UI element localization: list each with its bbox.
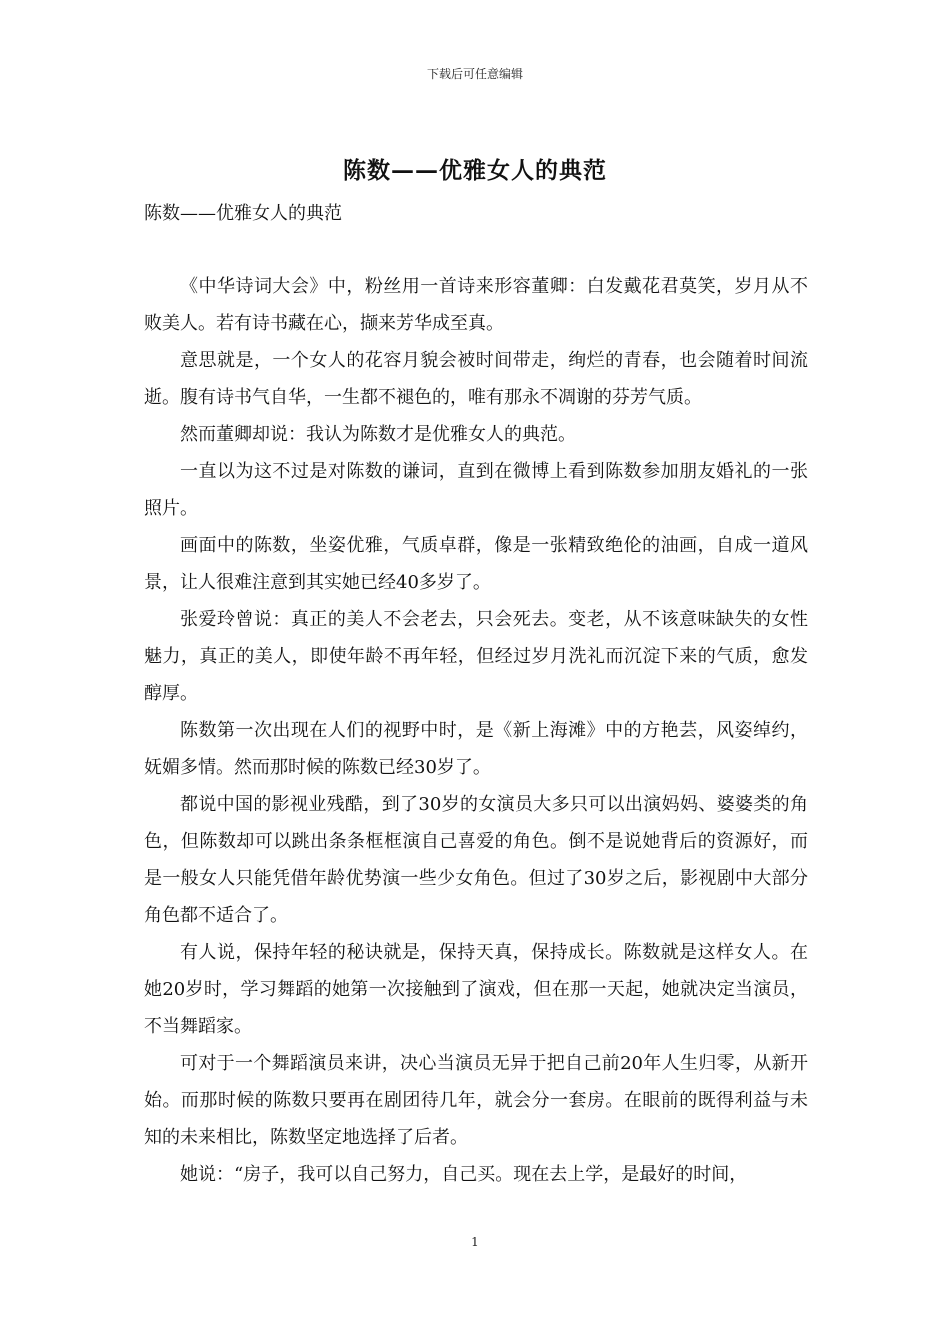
page-number: 1 bbox=[471, 1235, 479, 1249]
paragraph: 都说中国的影视业残酷，到了30岁的女演员大多只可以出演妈妈、婆婆类的角色，但陈数却可以跳出条条框框演自己喜爱的角色。倒不是说她背后的资源好，而是一般女人只能凭借年龄优势演一些少女角色。但过了30岁之后，影视剧中大部分角色都不适合了。 bbox=[144, 794, 808, 926]
paragraph: 张爱玲曾说：真正的美人不会老去，只会死去。变老，从不该意味缺失的女性魅力，真正的美人，即使年龄不再年轻，但经过岁月洗礼而沉淀下来的气质，愈发醇厚。 bbox=[144, 609, 808, 704]
paragraph: 然而董卿却说：我认为陈数才是优雅女人的典范。 bbox=[180, 424, 576, 445]
paragraph: 她说：“房子，我可以自己努力，自己买。现在去上学，是最好的时间， bbox=[180, 1164, 748, 1185]
paragraph: 意思就是，一个女人的花容月貌会被时间带走，绚烂的青春，也会随着时间流逝。腹有诗书气自华，一生都不褪色的，唯有那永不凋谢的芬芳气质。 bbox=[144, 350, 808, 408]
document-body bbox=[144, 268, 808, 1193]
paragraph: 陈数第一次出现在人们的视野中时，是《新上海滩》中的方艳芸，风姿绰约，妩媚多情。然而那时候的陈数已经30岁了。 bbox=[144, 720, 808, 778]
page-header: 下载后可任意编辑 bbox=[426, 67, 523, 81]
paragraph: 一直以为这不过是对陈数的谦词，直到在微博上看到陈数参加朋友婚礼的一张照片。 bbox=[144, 461, 808, 519]
paragraph: 《中华诗词大会》中，粉丝用一首诗来形容董卿：白发戴花君莫笑，岁月从不败美人。若有诗书藏在心，撷来芳华成至真。 bbox=[144, 276, 808, 334]
paragraph: 有人说，保持年轻的秘诀就是，保持天真，保持成长。陈数就是这样女人。在她20岁时，学习舞蹈的她第一次接触到了演戏，但在那一天起，她就决定当演员，不当舞蹈家。 bbox=[144, 942, 808, 1037]
paragraph: 可对于一个舞蹈演员来讲，决心当演员无异于把自己前20年人生归零，从新开始。而那时候的陈数只要再在剧团待几年，就会分一套房。在眼前的既得利益与未知的未来相比，陈数坚定地选择了后者。 bbox=[144, 1053, 808, 1148]
document-subtitle: 陈数——优雅女人的典范 bbox=[144, 203, 342, 224]
document-title: 陈数——优雅女人的典范 bbox=[343, 157, 607, 184]
paragraph: 画面中的陈数，坐姿优雅，气质卓群，像是一张精致绝伦的油画，自成一道风景，让人很难注意到其实她已经40多岁了。 bbox=[144, 535, 808, 593]
